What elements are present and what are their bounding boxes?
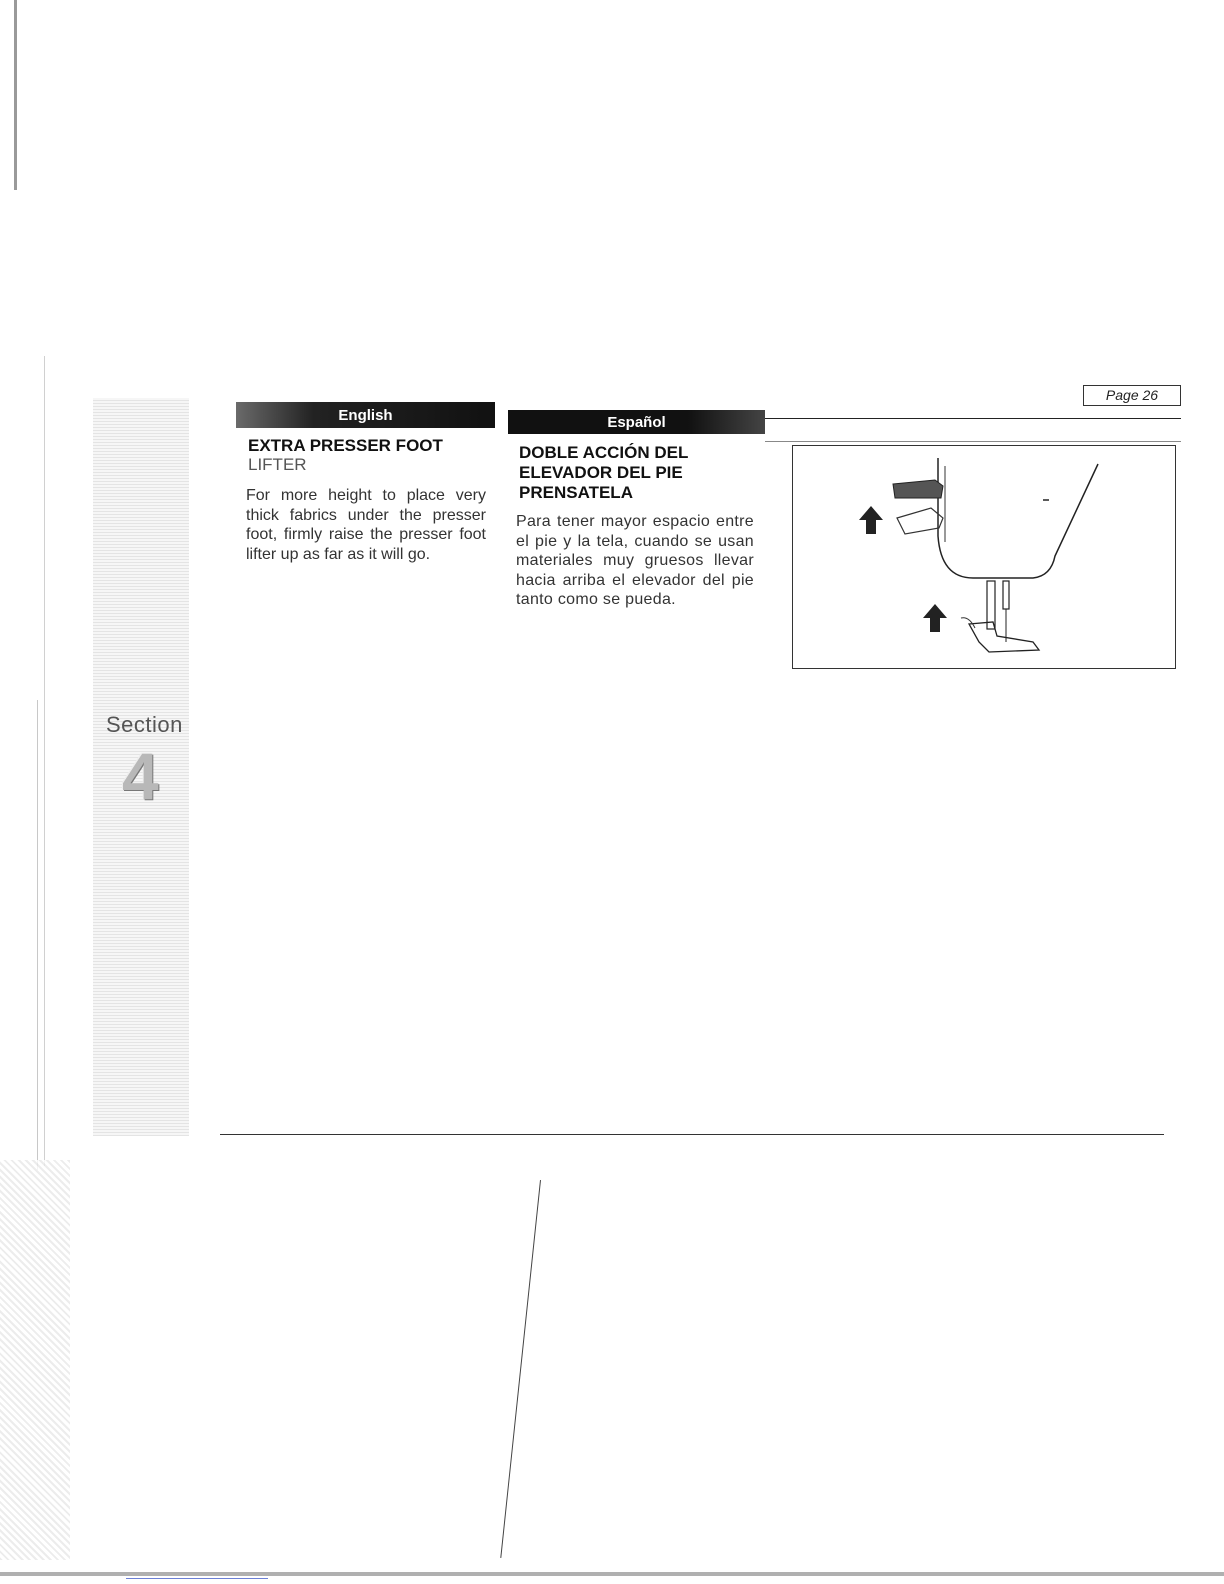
scan-mark (126, 1578, 268, 1579)
page-number: Page 26 (1083, 385, 1181, 406)
english-header: English (236, 402, 495, 428)
english-body: For more height to place very thick fabrics under the presser foot, firmly raise the presser foot lifter up as far as it will go. (246, 487, 486, 563)
english-title-line: EXTRA PRESSER FOOT (248, 436, 443, 455)
footer-rule (220, 1134, 1164, 1135)
spanish-title: DOBLE ACCIÓN DEL ELEVADOR DEL PIE PRENSATELA (519, 443, 689, 502)
scan-edge (0, 1572, 1224, 1576)
section-label: Section (106, 712, 183, 737)
fold-line (500, 1180, 541, 1558)
english-title-line: LIFTER (248, 455, 307, 474)
section-number: 4 (122, 739, 159, 813)
page-border (44, 356, 45, 1166)
scan-shadow (0, 1160, 70, 1560)
scan-edge (14, 0, 17, 190)
english-title (248, 436, 488, 474)
header-rule (765, 418, 1181, 419)
page-border (37, 700, 38, 1170)
sewing-machine-illustration (793, 446, 1175, 668)
spanish-header: Español (508, 410, 765, 434)
header-rule (765, 441, 1181, 442)
up-arrow-icon (923, 604, 947, 632)
presser-foot-lifter-diagram (792, 445, 1176, 669)
up-arrow-icon (859, 506, 883, 534)
spanish-body: Para tener mayor espacio entre el pie y la tela, cuando se usan materiales muy gruesos llevar hacia arriba el elevador del pie tanto como se pueda. (516, 513, 754, 608)
